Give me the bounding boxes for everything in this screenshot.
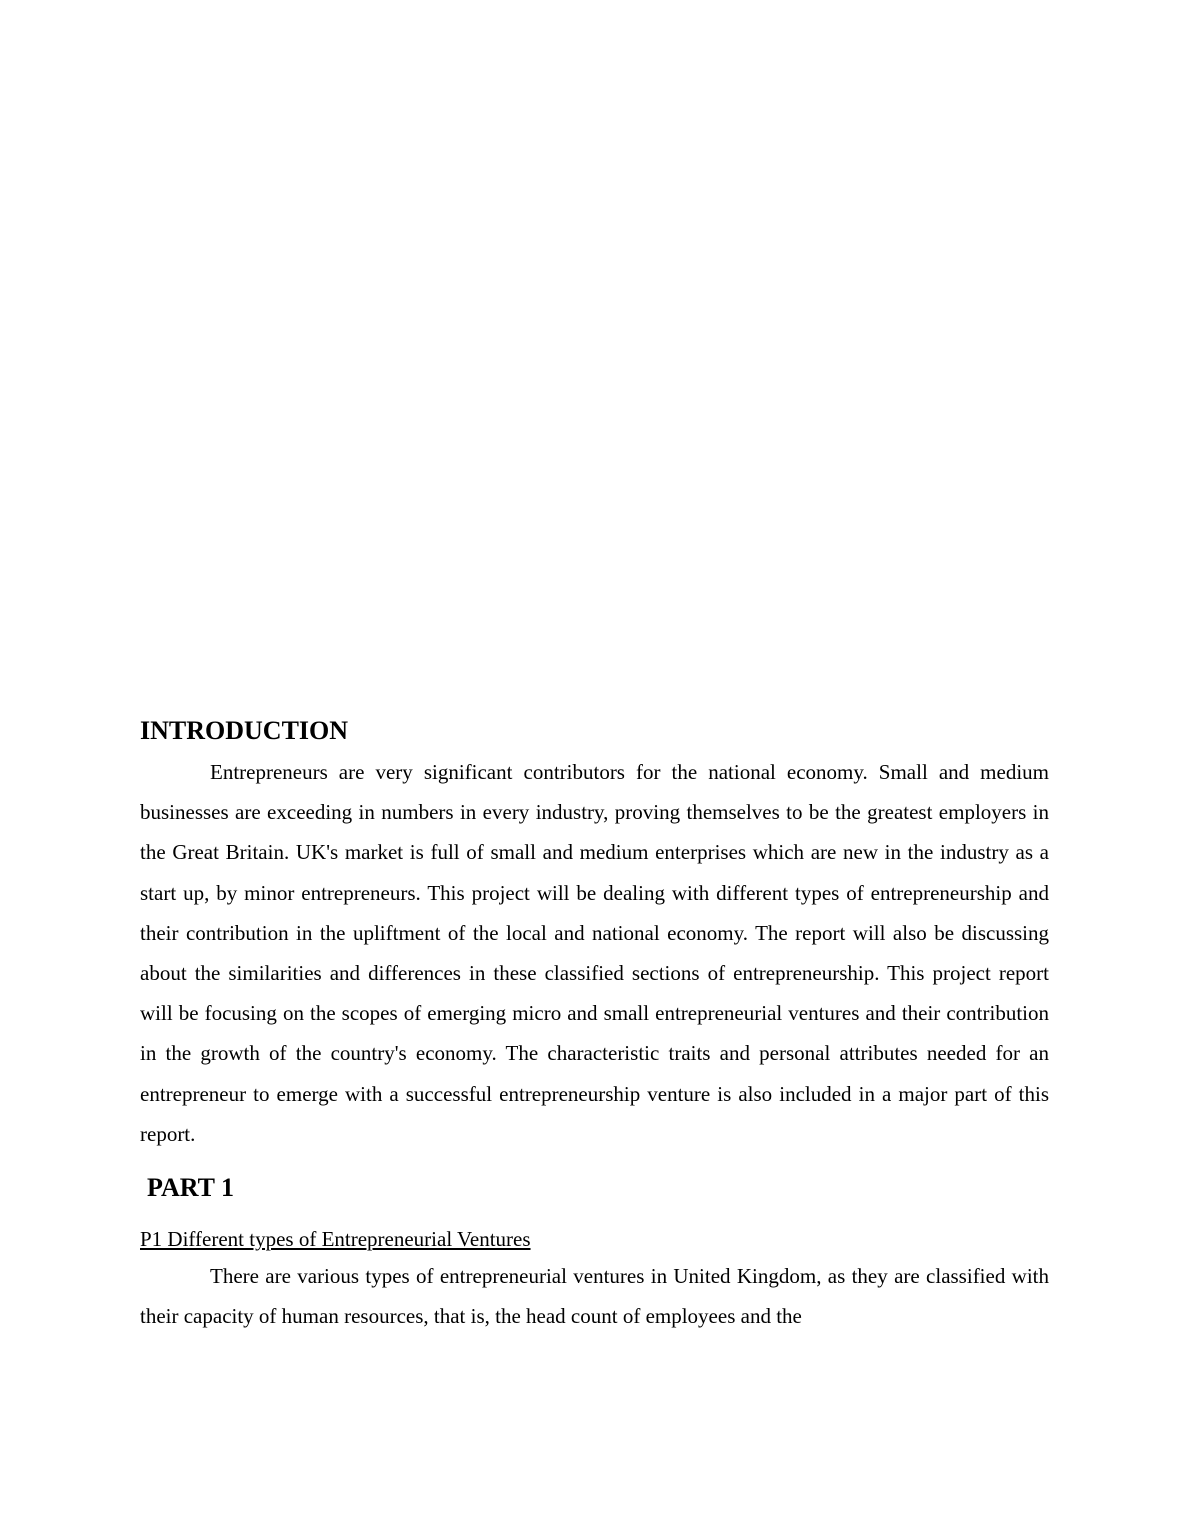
- introduction-paragraph: Entrepreneurs are very significant contributors for the national economy. Small and medium businesses are exceeding in numbers in every industry, proving themselves to be the greatest employers in the Great Britain. UK's market is full of small and medium enterprises which are new in the industry as a start up, by minor entrepreneurs. This project will be dealing with different types of entrepreneurship and their contribution in the upliftment of the local and national economy. The report will also be discussing about the similarities and differences in these classified sections of entrepreneurship. This project report will be focusing on the scopes of emerging micro and small entrepreneurial ventures and their contribution in the growth of the country's economy. The characteristic traits and personal attributes needed for an entrepreneur to emerge with a successful entrepreneurship venture is also included in a major part of this report.: [140, 760, 1049, 1146]
- part-heading: PART 1: [147, 1173, 234, 1203]
- section-paragraph: There are various types of entrepreneurial ventures in United Kingdom, as they are classified with their capacity of human resources, that is, the head count of employees and the: [140, 1264, 1049, 1329]
- page-content: [140, 712, 1049, 1336]
- section-heading: P1 Different types of Entrepreneurial Ventures: [140, 1227, 531, 1252]
- introduction-heading: INTRODUCTION: [140, 716, 349, 745]
